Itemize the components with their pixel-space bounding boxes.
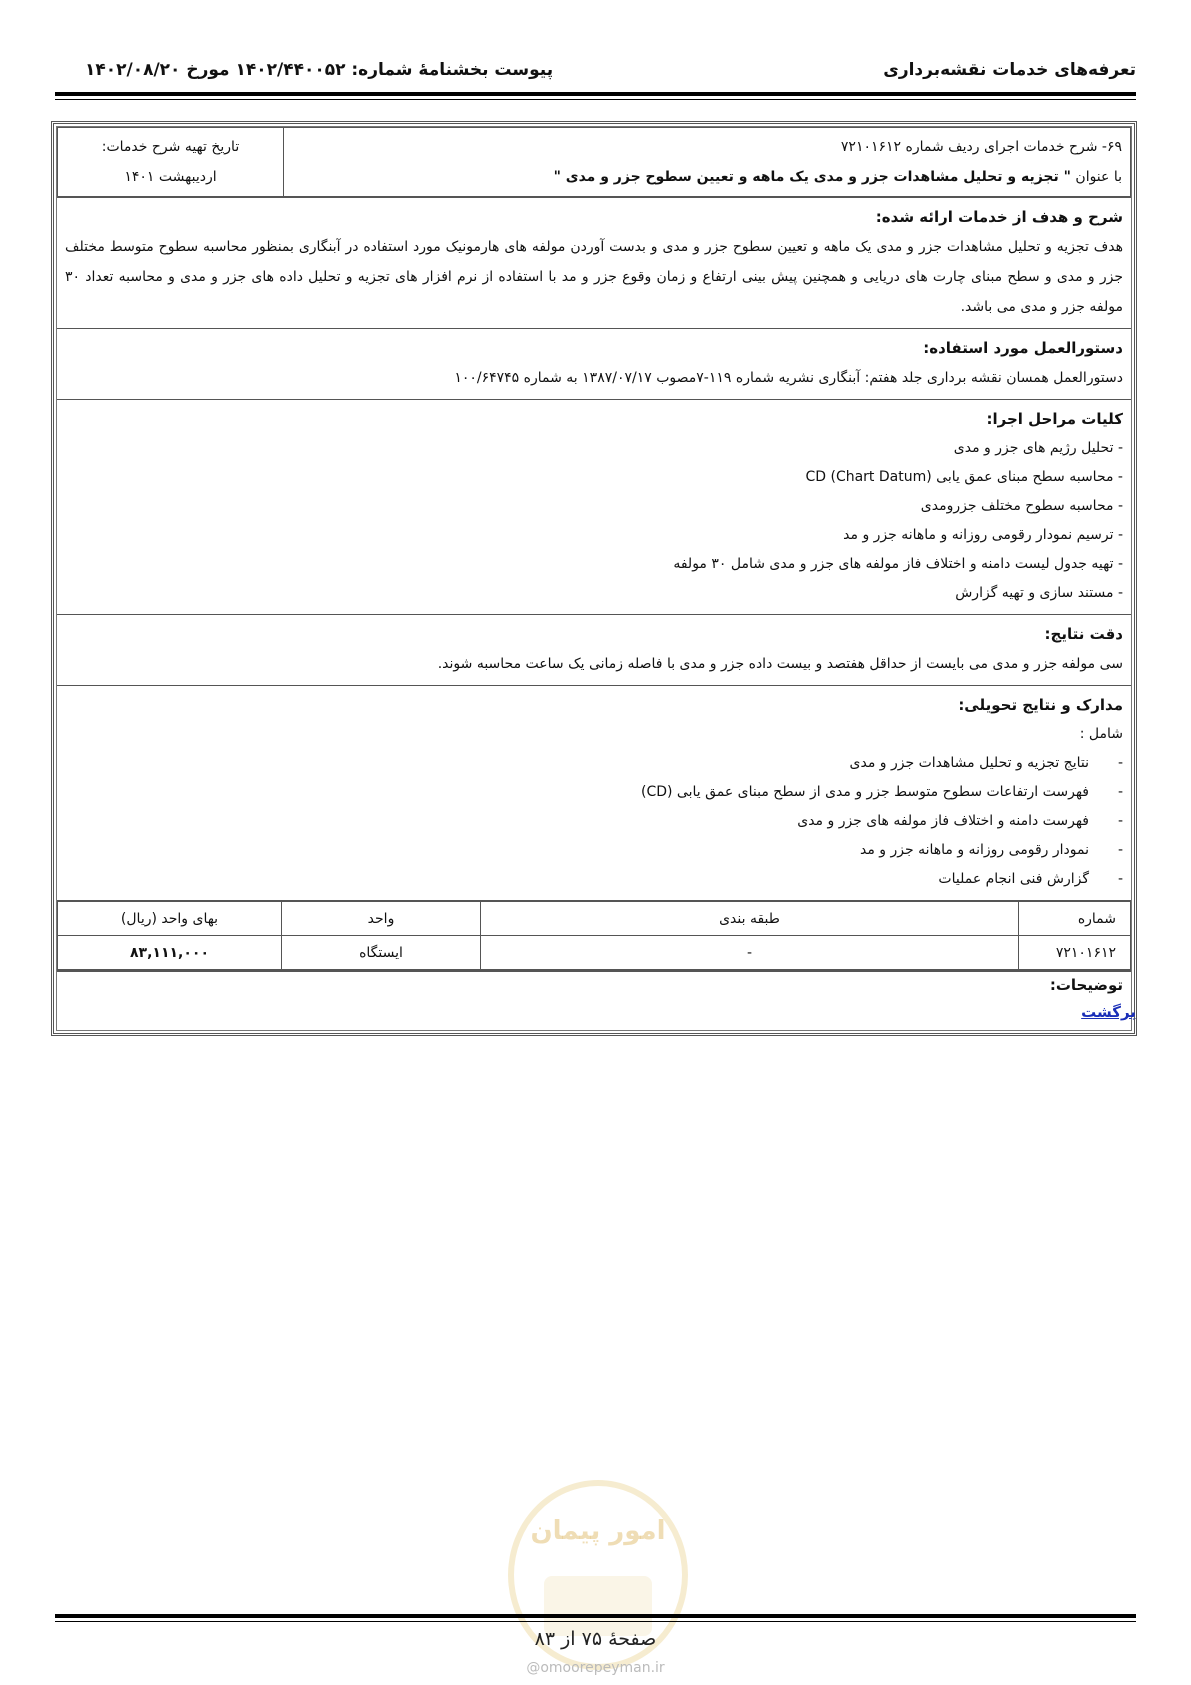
deliverable-item: [65, 778, 1123, 807]
header-rule: [55, 92, 1136, 96]
service-title: " تجزیه و تحلیل مشاهدات جزر و مدی یک ماهه و تعیین سطوح جزر و مدی ": [553, 169, 1071, 185]
header-unit: واحد: [282, 901, 481, 936]
deliverables-title: مدارک و نتایج تحویلی:: [958, 696, 1123, 714]
bullet-dash: -: [1117, 755, 1123, 771]
cell-price: ۸۳,۱۱۱,۰۰۰: [58, 936, 282, 970]
cell-unit: ایستگاه: [282, 936, 481, 970]
back-link[interactable]: برگشت: [1081, 1003, 1136, 1021]
deliverables-intro: شامل :: [1079, 726, 1123, 742]
notes-section: [57, 970, 1131, 1030]
bullet-dash: -: [1117, 871, 1123, 887]
price-header-row: [58, 901, 1131, 936]
bullet-dash: -: [1117, 813, 1123, 829]
service-row-line: ۶۹- شرح خدمات اجرای ردیف شماره ۷۲۱۰۱۶۱۲: [840, 139, 1122, 155]
date-value: اردیبهشت ۱۴۰۱: [124, 169, 217, 185]
service-title-line: [292, 162, 1122, 192]
site-watermark: @omoorepeyman.ir: [526, 1660, 665, 1676]
service-sheet: [51, 121, 1137, 1036]
service-title-prefix: با عنوان: [1075, 169, 1122, 185]
deliverable-text: گزارش فنی انجام عملیات: [938, 871, 1089, 887]
seal-text: امور پیمان: [530, 1516, 666, 1546]
steps-title: کلیات مراحل اجرا:: [986, 410, 1123, 428]
step-item: - مستند سازی و تهیه گزارش: [955, 585, 1123, 601]
seal-emblem: [544, 1576, 652, 1636]
footer-rule-thin: [55, 1621, 1136, 1622]
accuracy-text: سی مولفه جزر و مدی می بایست از حداقل هفتصد و بیست داده جزر و مدی با فاصله زمانی یک ساعت محاسبه شوند.: [437, 656, 1123, 672]
standard-title: دستورالعمل مورد استفاده:: [923, 339, 1123, 357]
page-header: [55, 52, 1136, 92]
step-item: - تهیه جدول لیست دامنه و اختلاف فاز مولفه های جزر و مدی شامل ۳۰ مولفه: [673, 556, 1123, 572]
circular-reference: پیوست بخشنامهٔ شماره: ۱۴۰۲/۴۴۰۰۵۲ مورخ ۱۴۰۲/۰۸/۲۰: [85, 60, 554, 80]
step-item: - محاسبه سطح مبنای عمق یابی (CD (Chart Datum: [805, 469, 1123, 485]
standard-text: دستورالعمل همسان نقشه برداری جلد هفتم: آبنگاری نشریه شماره ۱۱۹-۷مصوب ۱۳۸۷/۰۷/۱۷ به شماره ۱۰۰/۶۴۷۴۵: [454, 370, 1123, 386]
deliverable-text: فهرست دامنه و اختلاف فاز مولفه های جزر و مدی: [797, 813, 1089, 829]
cell-number: ۷۲۱۰۱۶۱۲: [1019, 936, 1131, 970]
cell-category: -: [481, 936, 1019, 970]
accuracy-title: دقت نتایج:: [1044, 625, 1123, 643]
price-data-row: [58, 936, 1131, 970]
service-title-cell: [284, 128, 1131, 197]
header-price: بهای واحد (ریال): [58, 901, 282, 936]
deliverable-item: [65, 865, 1123, 894]
deliverable-text: فهرست ارتفاعات سطوح متوسط جزر و مدی از سطح مبنای عمق یابی (CD): [640, 784, 1089, 800]
accuracy-section: [57, 614, 1131, 685]
deliverables-section: [57, 685, 1131, 900]
document-title: تعرفه‌های خدمات نقشه‌برداری: [883, 60, 1136, 80]
service-date-cell: [58, 128, 284, 197]
header-category: طبقه بندی: [481, 901, 1019, 936]
bullet-dash: -: [1117, 784, 1123, 800]
header-rule-thin: [55, 99, 1136, 100]
steps-section: [57, 399, 1131, 614]
deliverable-text: نمودار رقومی روزانه و ماهانه جزر و مد: [859, 842, 1089, 858]
page-number: صفحهٔ ۷۵ از ۸۳: [534, 1628, 657, 1650]
bullet-dash: -: [1117, 842, 1123, 858]
footer-rule: [55, 1614, 1136, 1618]
notes-title: توضیحات:: [1049, 976, 1123, 994]
description-title: شرح و هدف از خدمات ارائه شده:: [875, 208, 1123, 226]
step-item: - ترسیم نمودار رقومی روزانه و ماهانه جزر و مد: [843, 527, 1123, 543]
deliverable-item: [65, 807, 1123, 836]
description-section: [57, 197, 1131, 328]
deliverable-text: نتایج تجزیه و تحلیل مشاهدات جزر و مدی: [849, 755, 1089, 771]
date-label: تاریخ تهیه شرح خدمات:: [101, 139, 240, 155]
step-item: - محاسبه سطوح مختلف جزرومدی: [920, 498, 1123, 514]
step-item: - تحلیل رژیم های جزر و مدی: [953, 440, 1123, 456]
deliverable-item: [65, 836, 1123, 865]
price-table: [57, 900, 1131, 970]
header-number: شماره: [1019, 901, 1131, 936]
standard-section: [57, 328, 1131, 399]
description-text: هدف تجزیه و تحلیل مشاهدات جزر و مدی یک ماهه و تعیین سطوح جزر و مدی و بدست آوردن مولفه های هارمونیک مورد استفاده در آبنگاری بمنظور محاسبه سطوح متوسط مختلف جزر و مدی و سطح مبنای چارت های دریایی و همچنین پیش بینی ارتفاع و زمان وقوع جزر و مد با استفاده از نرم افزار های تجزیه و تحلیل داده های جزر و مدی و محاسبه تعداد ۳۰ مولفه جزر و مدی می باشد.: [65, 239, 1123, 315]
deliverable-item: [65, 749, 1123, 778]
service-header-table: [57, 127, 1131, 197]
